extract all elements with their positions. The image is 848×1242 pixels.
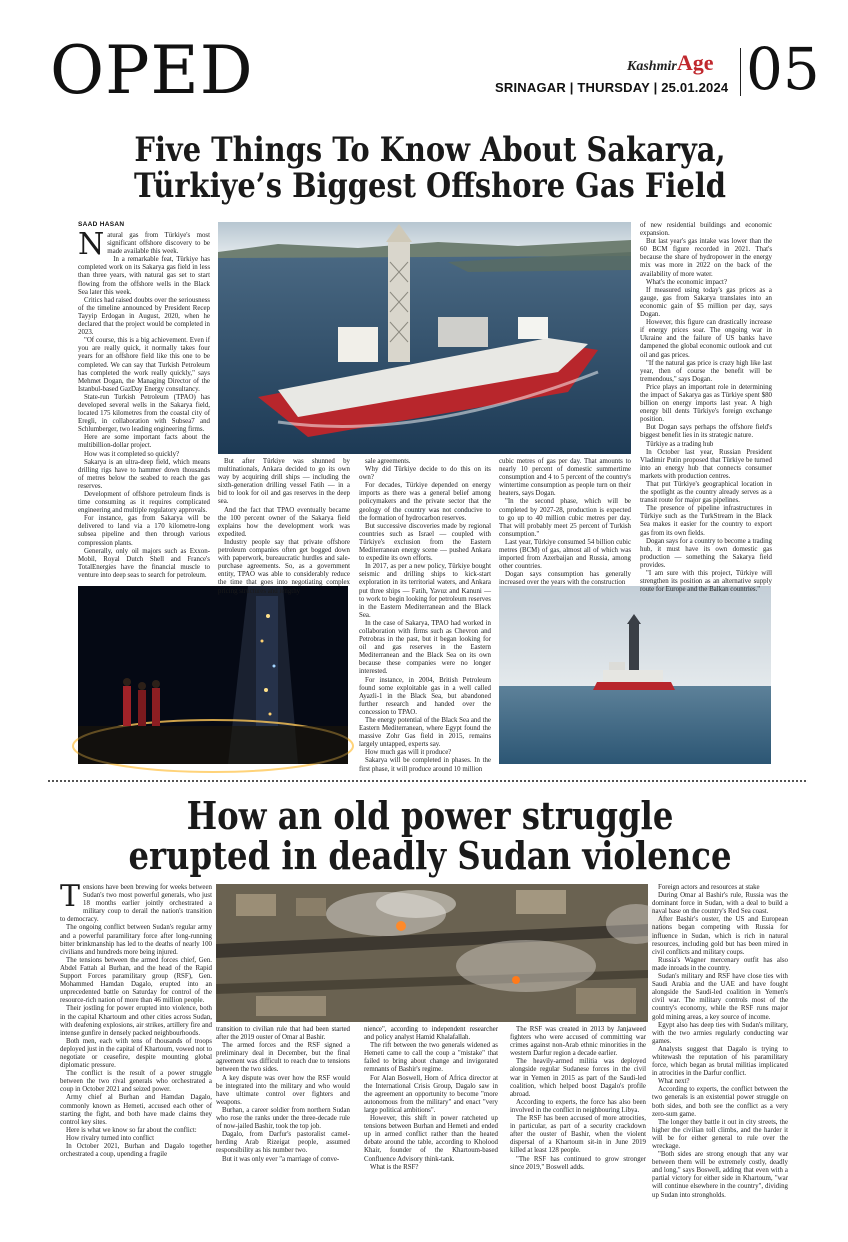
paragraph: The rift between the two generals widened as Hemeti came to call the coup a "mistake" that failed to bring about change and invigorated remnants of Bashir's regime. (364, 1042, 498, 1074)
article2-headline-line1: How an old power struggle (186, 793, 674, 838)
subheading: What's the economic impact? (646, 278, 728, 286)
paragraph: For instance, gas from Sakarya will be delivered to land via a 170 kilometre-long subsea pipeline and then through various compression plants. (78, 515, 210, 547)
paragraph: The ongoing conflict between Sudan's regular army and a powerful paramilitary force after long-running bitter brinkmanship has led to the deaths of nearly 100 civilians and hundreds more being injured. (60, 924, 212, 956)
paragraph: Last year, Türkiye consumed 54 billion cubic metres (BCM) of gas, almost all of which was imported from Azerbaijan and Russia, among other countries. (499, 538, 631, 571)
paragraph: Dogan says for a country to become a trading hub, it must have its own domestic gas production — something the Sakarya field provides. (640, 537, 772, 569)
paragraph: Analysts suggest that Dagalo is trying to whitewash the reputation of his paramilitary force, which began as brutal militias implicated in atrocities in the Darfur conflict. (652, 1045, 788, 1078)
paragraph: The energy potential of the Black Sea and the Eastern Mediterranean, where Egypt found the massive Zohr Gas field in 2015, remains largely untapped, experts say. (359, 717, 491, 749)
paragraph: According to experts, the conflict between the two generals is an existential power struggle on both sides, and both see the conflict as a very zero-sum game. (652, 1086, 788, 1118)
dropcap: N (78, 227, 105, 262)
article1-byline: SAAD HASAN (78, 221, 125, 228)
article1-column-2 (218, 458, 350, 595)
paragraph: Price plays an important role in determining the impact of Sakarya gas as Türkiye spent $80 billion on energy imports last year. A high energy bill dents Türkiye's foreign exchange position. (640, 383, 772, 424)
subheading: Foreign actors and resources at stake (658, 884, 760, 891)
article2-column-2 (216, 1026, 350, 1236)
paragraph: Both men, each with tens of thousands of troops deployed just in the capital of Khartoum, vowed not to negotiate or ceasefire, despite mounting global diplomatic pressure. (60, 1037, 212, 1070)
paragraph: transition to civilian rule that had been started after the 2019 ouster of Omar al Bashir. (216, 1026, 350, 1042)
paragraph: For Alan Boswell, Horn of Africa director at the International Crisis Group, Dagalo saw in the agreement an opportunity to become "more autonomous from the military" and enact "very large political ambitions". (364, 1074, 498, 1114)
article1-main-photo (218, 222, 631, 454)
paragraph: Russia's Wagner mercenary outfit has also made inroads in the country. (652, 956, 788, 972)
drillship-at-sea-photo (499, 586, 771, 764)
paragraph: The conflict is the result of a power struggle between the two rival generals who orchestrated a coup in October 2021 and seized power. (60, 1070, 212, 1094)
article1-column-3 (359, 458, 491, 773)
paragraph: Their jostling for power erupted into violence, both in the capital Khartoum and other cities across Sudan, with deafening explosions, air strikes, artillery fire and intense gunfire in densely packed neighbourhoods. (60, 1005, 212, 1037)
paragraph: However, this shift in power ratcheted up tensions between Burhan and Hemeti and ended up in armed conflict rather than the heated debate around the table, according to Kholood Khair, founder of the Khartoum-based Confluence Advisory think-tank. (364, 1115, 498, 1163)
paragraph: But after Türkiye was shunned by multinationals, Ankara decided to go its own way by acquiring drill ships — including the sixth-generation drilling vessel Fatih — in a bid to look for oil and gas reserves in the deep sea. (218, 458, 350, 506)
paragraph: "I am sure with this project, Türkiye will strengthen its position as an alternative supply route for Europe and the Balkan countries." (640, 570, 772, 594)
paragraph: "Of course, this is a big achievement. Even if you are really quick, it normally takes four years for an offshore field like this one to be completed. We can say that Turkish Petroleum has completed the work really quickly," says Mehmet Dogan, the Managing Director of the Istanbul-based GazDay Energy consultancy. (78, 337, 210, 393)
article1-headline-line1: Five Things To Know About Sakarya, (134, 130, 726, 170)
paragraph: Critics had raised doubts over the seriousness of the timeline announced by President Recep Tayyip Erdogan in August, 2020, when he declared that the project would be completed in 2023. (78, 296, 210, 337)
paragraph: Dagalo, from Darfur's pastoralist camel-herding Arab Rizeigat people, assumed responsibility as his number two. (216, 1131, 350, 1155)
paragraph: The tensions between the armed forces chief, Gen. Abdel Fattah al Burhan, and the head of the Rapid Support Forces paramilitary group (RSF), Gen. Mohammed Hamdan Dagalo, erupted into an unprecedented battle on Saturday for control of the resource-rich nation of more than 46 million people. (60, 956, 212, 1005)
paragraph: But it was only ever "a marriage of conve- (222, 1155, 340, 1163)
paragraph: nience", according to independent researcher and policy analyst Hamid Khalafallah. (364, 1026, 498, 1042)
paragraph: Army chief al Burhan and Hamdan Dagalo, commonly known as Hemeti, accused each other of starting the fight, and both have made claims they control key sites. (60, 1094, 212, 1126)
section-title: OPED (50, 32, 254, 109)
paragraph: ensions have been brewing for weeks between Sudan's two most powerful generals, who just 18 months earlier jointly orchestrated a military coup to derail the nation's transition to democracy. (60, 884, 212, 924)
masthead-divider (740, 48, 741, 96)
paragraph: of new residential buildings and economic expansion. (640, 222, 772, 238)
paragraph: During Omar al Bashir's rule, Russia was the dominant force in Sudan, with a deal to build a naval base on the country's Red Sea coast. (652, 892, 788, 916)
paragraph: Dogan says consumption has generally increased over the years with the construction (499, 571, 631, 587)
paragraph: According to experts, the force has also been involved in the conflict in neighbouring Libya. (510, 1098, 646, 1114)
paragraph: For instance, in 2004, British Petroleum found some exploitable gas in a well called Ayazli-1 in the Black Sea, but abandoned further research and handed over the concession to TPAO. (359, 676, 491, 716)
paragraph: Here is what we know so far about the conflict: (66, 1126, 197, 1134)
section-divider (48, 780, 806, 783)
paragraph: In the case of Sakarya, TPAO had worked in collaboration with firms such as Chevron and Petrobras in the past, but it began looking for oil and gas reserves in the Eastern Mediterranean and the Black Sea on its own because these companies were no longer interested. (359, 619, 491, 676)
article1-night-photo (78, 586, 348, 764)
paragraph: And the fact that TPAO eventually became the 100 percent owner of the Sakarya field explains how the development work was expedited. (218, 506, 350, 538)
paragraph: For decades, Türkiye depended on energy imports as there was a general belief among policymakers and the private sector that the geology of the country was not conducive to the formation of hydrocarbon reserves. (359, 482, 491, 522)
paragraph: "Both sides are strong enough that any war between them will be extremely costly, deadly and long," says Boswell, adding that even with a partial victory for either side in Khartoum, "war will continue elsewhere in the country", dividing up Sudan into strongholds. (652, 1151, 788, 1199)
article1-column-1 (78, 227, 210, 584)
article1-column-4 (499, 458, 631, 587)
paragraph: The RSF has been accused of more atrocities, in particular, as part of a security crackdown after the ouster of Bashir, when the violent dispersal of a Khartoum sit-in in June 2019 killed at least 128 people. (510, 1115, 646, 1155)
article1-sea-photo (499, 586, 771, 764)
subheading: How was it completed so quickly? (84, 450, 180, 458)
paragraph: "The RSF has continued to grow stronger since 2019," Boswell adds. (510, 1155, 646, 1171)
paragraph: The presence of pipeline infrastructures in Türkiye such as the TurkStream in the Black Sea makes it easier for the country to export gas from its own fields. (640, 505, 772, 537)
subheading: Türkiye as a trading hub (646, 440, 714, 448)
paragraph: Sudan's military and RSF have close ties with Saudi Arabia and the UAE and have fought alongside the Saudi-led coalition in Yemen's civil war. The military controls most of the country's economy, while the RSF runs major gold mining areas, a key source of income. (652, 973, 788, 1021)
paragraph: That put Türkiye's geographical location in the spotlight as the country already serves as a transit route for major gas pipelines. (640, 481, 772, 505)
brand-prefix: Kashmir (627, 59, 677, 74)
article1-headline (116, 130, 745, 206)
paragraph: After Bashir's ouster, the US and European nations began competing with Russia for influence in Sudan, which is rich in natural resources, including gold but has been mired in civil conflicts and military coups. (652, 916, 788, 956)
paragraph: cubic metres of gas per day. That amounts to nearly 10 percent of domestic summertime consumption and 4 to 5 percent of the country's wintertime consumption as people turn on their heaters, says Dogan. (499, 458, 631, 498)
khartoum-aerial-photo (216, 884, 648, 1022)
paragraph: "In the second phase, which will be completed by 2027-28, production is expected to go up to 40 million cubic metres per day. That will probably meet 25 percent of Turkish consumption." (499, 498, 631, 538)
paragraph: Here are some important facts about the multibillion-dollar project. (78, 434, 210, 450)
article2-headline-line2: erupted in deadly Sudan violence (128, 832, 732, 878)
paragraph: The armed forces and the RSF signed a preliminary deal in December, but the final agreement was difficult to reach due to tensions between the two sides. (216, 1042, 350, 1074)
paragraph: In October 2021, Burhan and Dagalo together orchestrated a coup, upending a fragile (60, 1143, 212, 1159)
paragraph: The RSF was created in 2013 by Janjaweed fighters who were accused of committing war crimes against non-Arab ethnic minorities in the western Darfur region a decade earlier. (510, 1026, 646, 1058)
subheading: What next? (658, 1078, 690, 1086)
subheading: How rivalry turned into conflict (66, 1134, 155, 1142)
article2-column-4 (510, 1026, 646, 1236)
paragraph: In 2017, as per a new policy, Türkiye bought seismic and drilling ships to kick-start exploration in its territorial waters, and Ankara put three ships — Fatih, Yavuz and Kanuni — to work to begin looking for petroleum reserves in the Eastern Mediterranean and the Black Sea. (359, 563, 491, 619)
article2-column-1 (60, 879, 212, 1234)
paragraph: sale agreements. (365, 458, 411, 465)
paragraph: Sakarya is an ultra-deep field, which means drilling rigs have to hammer down thousands of metres below the seabed to reach the gas reserves. (78, 458, 210, 490)
paragraph: But last year's gas intake was lower than the 60 BCM figure recorded in 2021. That's because the share of hydropower in the energy mix was more in 2022 on the back of the availability of more water. (640, 238, 772, 278)
article2-headline (116, 793, 745, 878)
article1-headline-line2: Türkiye’s Biggest Offshore Gas Field (134, 165, 726, 206)
article2-column-5 (652, 884, 788, 1234)
paragraph: But successive discoveries made by regional countries such as Israel — coupled with Türkiye's exclusion from the Eastern Mediterranean energy scene — pushed Ankara to expedite its own efforts. (359, 522, 491, 563)
paragraph: Egypt also has deep ties with Sudan's military, with the two armies regularly conducting war games. (652, 1021, 788, 1045)
paragraph: The heavily-armed militia was deployed alongside regular Sudanese forces in the civil war in Yemen in 2015 as part of the Saudi-led coalition, which helped boost Dagalo's profile abroad. (510, 1058, 646, 1098)
night-rig-photo (78, 586, 348, 764)
dateline: SRINAGAR | THURSDAY | 25.01.2024 (495, 80, 729, 95)
paragraph: If measured using today's gas prices as a gauge, gas from Sakarya translates into an economic gain of $5 million per day, says Dogan. (640, 286, 772, 319)
page-number: 05 (746, 35, 820, 103)
subheading: How much gas will it produce? (365, 749, 452, 757)
dropcap: T (60, 879, 81, 914)
paragraph: Industry people say that private offshore petroleum companies often get bogged down with paperwork, bureaucratic hurdles and sale-purchase agreements. So, as a government entity, TPAO was able to considerably reduce the time that goes into negotiating complex pricing structures and lengthy (218, 538, 350, 595)
paragraph: State-run Turkish Petroleum (TPAO) has developed several wells in the Sakarya field, located 175 kilometres from the coastal city of Eregli, in collaboration with Subsea7 and Schlumberger, two leading engineering firms. (78, 393, 210, 434)
drillship-photo (218, 222, 631, 454)
subheading: What is the RSF? (370, 1163, 419, 1171)
subheading: Why did Türkiye decide to do this on its own? (359, 466, 491, 482)
paragraph: Generally, only oil majors such as Exxon-Mobil, Royal Dutch Shell and France's TotalEnergies have the financial muscle to venture into deep seas to search for petroleum. (78, 547, 210, 579)
brand-logo (627, 50, 713, 76)
paragraph: Development of offshore petroleum finds is time consuming as it requires complicated engineering and multiple regulatory approvals. (78, 491, 210, 515)
paragraph: In a remarkable feat, Türkiye has completed work on its Sakarya gas field in less than three years, with natural gas set to start flowing from the offshore wells in the Black Sea later this week. (78, 256, 210, 296)
paragraph: In October last year, Russian President Vladimir Putin proposed that Türkiye be turned into an energy hub that connects consumer markets with production centres. (640, 448, 772, 480)
article2-column-3 (364, 1026, 498, 1236)
paragraph: "If the natural gas price is crazy high like last year, then of course the benefit will be tremendous," says Dogan. (640, 359, 772, 383)
brand-name: Age (676, 50, 714, 75)
paragraph: The longer they battle it out in city streets, the higher the civilian toll climbs, and the harder it will be for either general to rule over the wreckage. (652, 1118, 788, 1150)
paragraph: atural gas from Türkiye's most significant offshore discovery to be made available this week. (107, 232, 210, 256)
paragraph: A key dispute was over how the RSF would be integrated into the military and who would have ultimate control over fighters and weapons. (216, 1074, 350, 1106)
paragraph: But Dogan says perhaps the offshore field's biggest benefit lies in its strategic nature. (640, 424, 772, 440)
paragraph: However, this figure can drastically increase if energy prices soar. The ongoing war in Ukraine and the failure of US banks have dampened the global economic outlook and cut oil and gas prices. (640, 319, 772, 359)
article1-column-5 (640, 222, 772, 594)
article2-photo (216, 884, 648, 1022)
paragraph: Burhan, a career soldier from northern Sudan who rose the ranks under the three-decade rule of now-jailed Bashir, took the top job. (216, 1106, 350, 1131)
paragraph: Sakarya will be completed in phases. In the first phase, it will produce around 10 million (359, 757, 491, 773)
